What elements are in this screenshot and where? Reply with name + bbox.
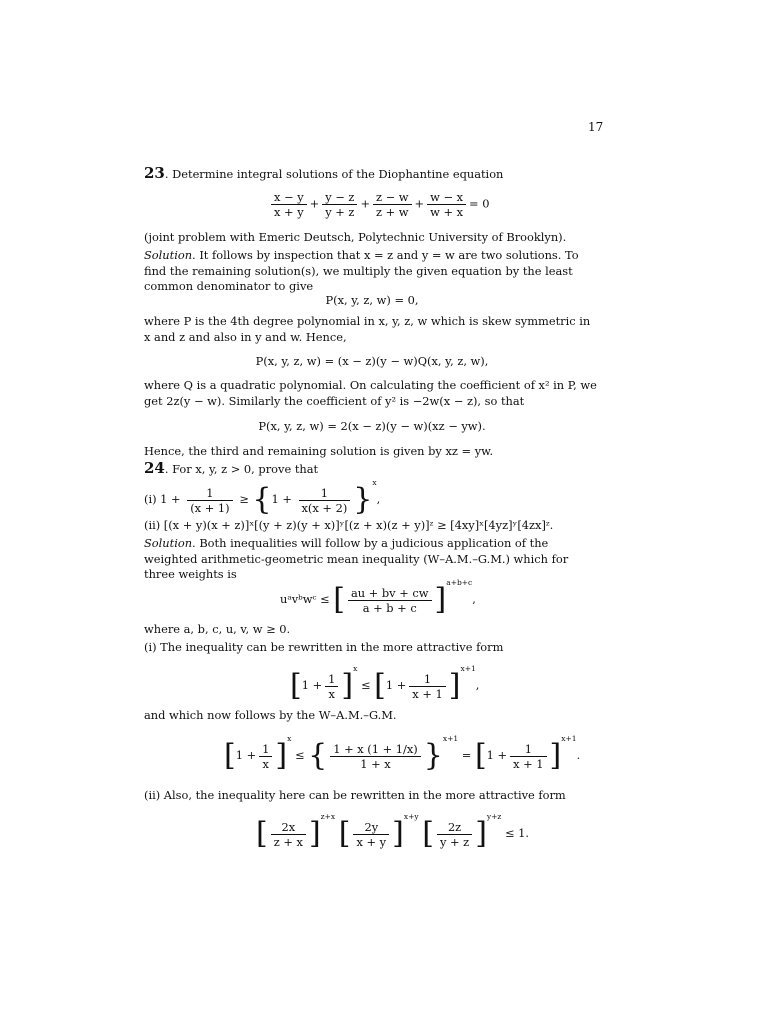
- problem-24-solution: [144, 536, 600, 583]
- part-ii-rewrite-text: (ii) Also, the inequality here can be rewritten in the more attractive form: [144, 788, 566, 802]
- equation-p-final: P(x, y, z, w) = 2(x − z)(y − w)(xz − yw).: [258, 419, 486, 433]
- part-i-proof: [1 + $\frac{1}{x}$ ]$^x$ ≤ { $\frac{1 + x (1 + 1/x)}{1 + x}$ }$^{x+1}$ = [1 + $\frac{1}{x + 1}$ ]$^{x+1}$.: [224, 734, 581, 773]
- problem-23-credit: (joint problem with Emeric Deutsch, Polytechnic University of Brooklyn).: [144, 230, 567, 244]
- term-1: $\frac{x - y}{x + y}$: [271, 190, 307, 219]
- problem-24-text: . For x, y, z > 0, prove that: [164, 462, 319, 476]
- term-4: $\frac{w - x}{w + x}$: [427, 190, 466, 219]
- solution-label-24: Solution.: [144, 536, 196, 550]
- term-2: $\frac{y - z}{y + z}$: [322, 190, 357, 219]
- problem-23-text: . Determine integral solutions of the Diophantine equation: [164, 167, 504, 181]
- problem-24-number: 24: [144, 459, 165, 477]
- solution-text-4: Hence, the third and remaining solution is given by xz = yw.: [144, 444, 494, 458]
- solution-text-2: where P is the 4th degree polynomial in x, y, z, w which is skew symmetric in x and z and also in y and w. Hence,: [144, 314, 591, 344]
- page-number: 17: [588, 120, 604, 134]
- problem-24-statement: [144, 461, 600, 478]
- weighted-amgm-inequality: uᵃvᵇwᶜ ≤ [ $\frac{au + bv + cw}{a + b + c}$ ]$^{a+b+c}$,: [280, 578, 476, 617]
- equation-rhs: = 0: [469, 196, 490, 211]
- equation-p-factored: P(x, y, z, w) = (x − z)(y − w)Q(x, y, z, w),: [255, 354, 489, 368]
- problem-23-solution: [144, 248, 600, 295]
- diophantine-equation: $\frac{x - y}{x + y}$ + $\frac{y - z}{y + z}$ + $\frac{z - w}{z + w}$ + $\frac{w - x}{w + x}$ = 0: [268, 190, 489, 219]
- part-i-inequality: (i) 1 + $\frac{1}{(x + 1)}$ ≥ {1 + $\frac{1}{x(x + 2)}$ }$^x$,: [144, 478, 381, 517]
- term-3: $\frac{z - w}{z + w}$: [373, 190, 412, 219]
- follows-text: and which now follows by the W–A.M.–G.M.: [144, 708, 397, 722]
- solution-24-text-1: Both inequalities will follow by a judicious application of the weighted arithmetic-geometric mean inequality (W–A.M.–G.M.) which for three weights is: [144, 536, 569, 581]
- part-ii-rewritten: [ $\frac{2x}{z + x}$ ]$^{z+x}$ [ $\frac{2y}{x + y}$ ]$^{x+y}$ [ $\frac{2z}{y + z}$ ]$^{y+z}$ ≤ 1.: [256, 812, 530, 851]
- part-i-rewritten: [1 + $\frac{1}{x}$ ]$^x$ ≤ [1 + $\frac{1}{x + 1}$ ]$^{x+1}$,: [290, 664, 480, 703]
- solution-text-3: where Q is a quadratic polynomial. On calculating the coefficient of x² in P, we get 2z(y − w). Similarly the coefficient of y² is −2w(x − z), so that: [144, 378, 597, 408]
- solution-label: Solution.: [144, 248, 196, 262]
- part-i-rewrite-text: (i) The inequality can be rewritten in the more attractive form: [144, 640, 504, 654]
- weights-condition: where a, b, c, u, v, w ≥ 0.: [144, 622, 291, 636]
- solution-text-1: It follows by inspection that x = z and y = w are two solutions. To find the remaining solution(s), we multiply the given equation by the least common denominator to give: [144, 248, 579, 293]
- problem-23-statement: [144, 166, 600, 183]
- part-ii-inequality: (ii) [(x + y)(x + z)]ˣ[(y + z)(y + x)]ʸ[(z + x)(z + y)]ᶻ ≥ [4xy]ˣ[4yz]ʸ[4zx]ᶻ.: [144, 518, 554, 532]
- equation-p-zero: P(x, y, z, w) = 0,: [325, 293, 419, 307]
- problem-23-number: 23: [144, 164, 165, 182]
